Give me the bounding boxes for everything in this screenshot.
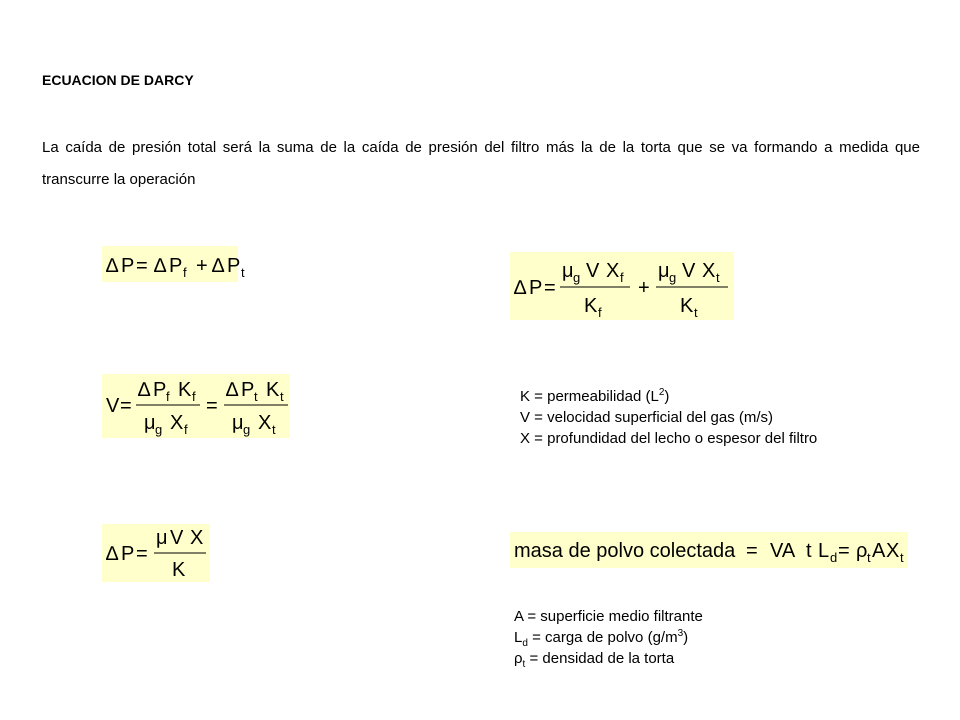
subscript-t: t: [694, 305, 698, 320]
equals-sign: =: [120, 395, 132, 417]
definition-k: [520, 386, 817, 407]
v-symbol: V: [682, 260, 696, 282]
p-symbol: P: [227, 255, 241, 277]
subscript-t: t: [272, 422, 276, 437]
v-symbol: V: [170, 527, 184, 549]
rho-letter: ρ: [514, 650, 523, 667]
mu-symbol: μ: [658, 260, 670, 282]
mu-symbol: μ: [562, 260, 574, 282]
v-symbol: V: [586, 260, 600, 282]
closing-paren: ): [683, 629, 689, 646]
k-symbol: K: [584, 295, 598, 317]
t-symbol: t: [806, 540, 812, 562]
subscript-t: t: [522, 659, 526, 670]
p-symbol: P: [241, 379, 255, 401]
x-symbol: X: [190, 527, 204, 549]
subscript-t: t: [280, 389, 284, 404]
delta-symbol: ∆: [226, 379, 239, 401]
definition-v: V = velocidad superficial del gas (m/s): [520, 409, 774, 426]
p-symbol: P: [529, 277, 543, 299]
subscript-g: g: [243, 422, 251, 437]
subscript-g: g: [573, 270, 581, 285]
x-symbol: X: [170, 412, 184, 434]
delta-symbol: ∆: [154, 255, 167, 277]
x-symbol: X: [258, 412, 272, 434]
mass-label: masa de polvo colectada: [514, 540, 736, 562]
p-symbol: P: [121, 543, 135, 565]
definitions-block-1: [520, 386, 817, 449]
subscript-g: g: [155, 422, 163, 437]
k-symbol: K: [178, 379, 192, 401]
l-letter: L: [514, 629, 523, 646]
l-symbol: L: [818, 540, 830, 562]
subscript-d: d: [830, 550, 838, 565]
equals-sign: =: [136, 543, 148, 565]
x-symbol: X: [702, 260, 716, 282]
mu-symbol: μ: [156, 527, 168, 549]
k-symbol: K: [680, 295, 694, 317]
subscript-t: t: [867, 550, 871, 565]
subscript-d: d: [522, 638, 528, 649]
equals-sign: =: [746, 540, 758, 562]
equals-sign: =: [544, 277, 556, 299]
x-symbol: X: [886, 540, 900, 562]
v-symbol: V: [106, 395, 120, 417]
subscript-f: f: [192, 389, 196, 404]
subscript-f: f: [184, 422, 188, 437]
subscript-t: t: [716, 270, 720, 285]
delta-symbol: ∆: [106, 543, 119, 565]
equation-dust-mass: [510, 532, 908, 568]
equation-pressure-darcy: [510, 252, 734, 320]
subscript-g: g: [669, 270, 677, 285]
equation-pressure-sum: [102, 246, 245, 282]
p-symbol: P: [169, 255, 183, 277]
delta-symbol: ∆: [106, 255, 119, 277]
intro-paragraph: La caída de presión total será la suma de la caída de presión del filtro más la de la torta que se va formando a medida que transcurre la operación: [42, 139, 920, 188]
mu-symbol: μ: [144, 412, 156, 434]
definition-x: X = profundidad del lecho o espesor del filtro: [520, 430, 818, 447]
k-symbol: K: [172, 559, 186, 581]
p-symbol: P: [153, 379, 167, 401]
a-symbol: A: [872, 540, 886, 562]
definition-rho-text: = densidad de la torta: [525, 650, 675, 667]
definition-k-text: K = permeabilidad (L: [520, 388, 659, 405]
equals-sign: =: [136, 255, 148, 277]
k-symbol: K: [266, 379, 280, 401]
delta-symbol: ∆: [212, 255, 225, 277]
mu-symbol: μ: [232, 412, 244, 434]
subscript-f: f: [166, 389, 170, 404]
plus-sign: +: [638, 277, 650, 299]
superscript-3: 3: [677, 628, 684, 639]
definition-ld-text: = carga de polvo (g/m: [527, 629, 678, 646]
definitions-block-2: [514, 606, 703, 669]
subscript-f: f: [620, 270, 624, 285]
definition-a: A = superficie medio filtrante: [514, 608, 703, 625]
document-title: ECUACION DE DARCY: [42, 72, 194, 88]
subscript-t: t: [254, 389, 258, 404]
rho-symbol: ρ: [856, 540, 868, 562]
subscript-f: f: [598, 305, 602, 320]
equation-velocity: [102, 374, 290, 438]
equals-sign: =: [838, 540, 850, 562]
subscript-t: t: [900, 550, 904, 565]
definition-rho: [514, 648, 703, 669]
p-symbol: P: [121, 255, 135, 277]
subscript-t: t: [241, 265, 245, 280]
closing-paren: ): [664, 388, 670, 405]
subscript-f: f: [183, 265, 187, 280]
plus-sign: +: [196, 255, 208, 277]
equation-pressure-simple: [102, 524, 210, 582]
definition-ld: [514, 627, 703, 648]
superscript-2: 2: [658, 387, 665, 398]
x-symbol: X: [606, 260, 620, 282]
va-symbol: VA: [770, 540, 796, 562]
delta-symbol: ∆: [138, 379, 151, 401]
delta-symbol: ∆: [514, 277, 527, 299]
equals-sign: =: [206, 395, 218, 417]
